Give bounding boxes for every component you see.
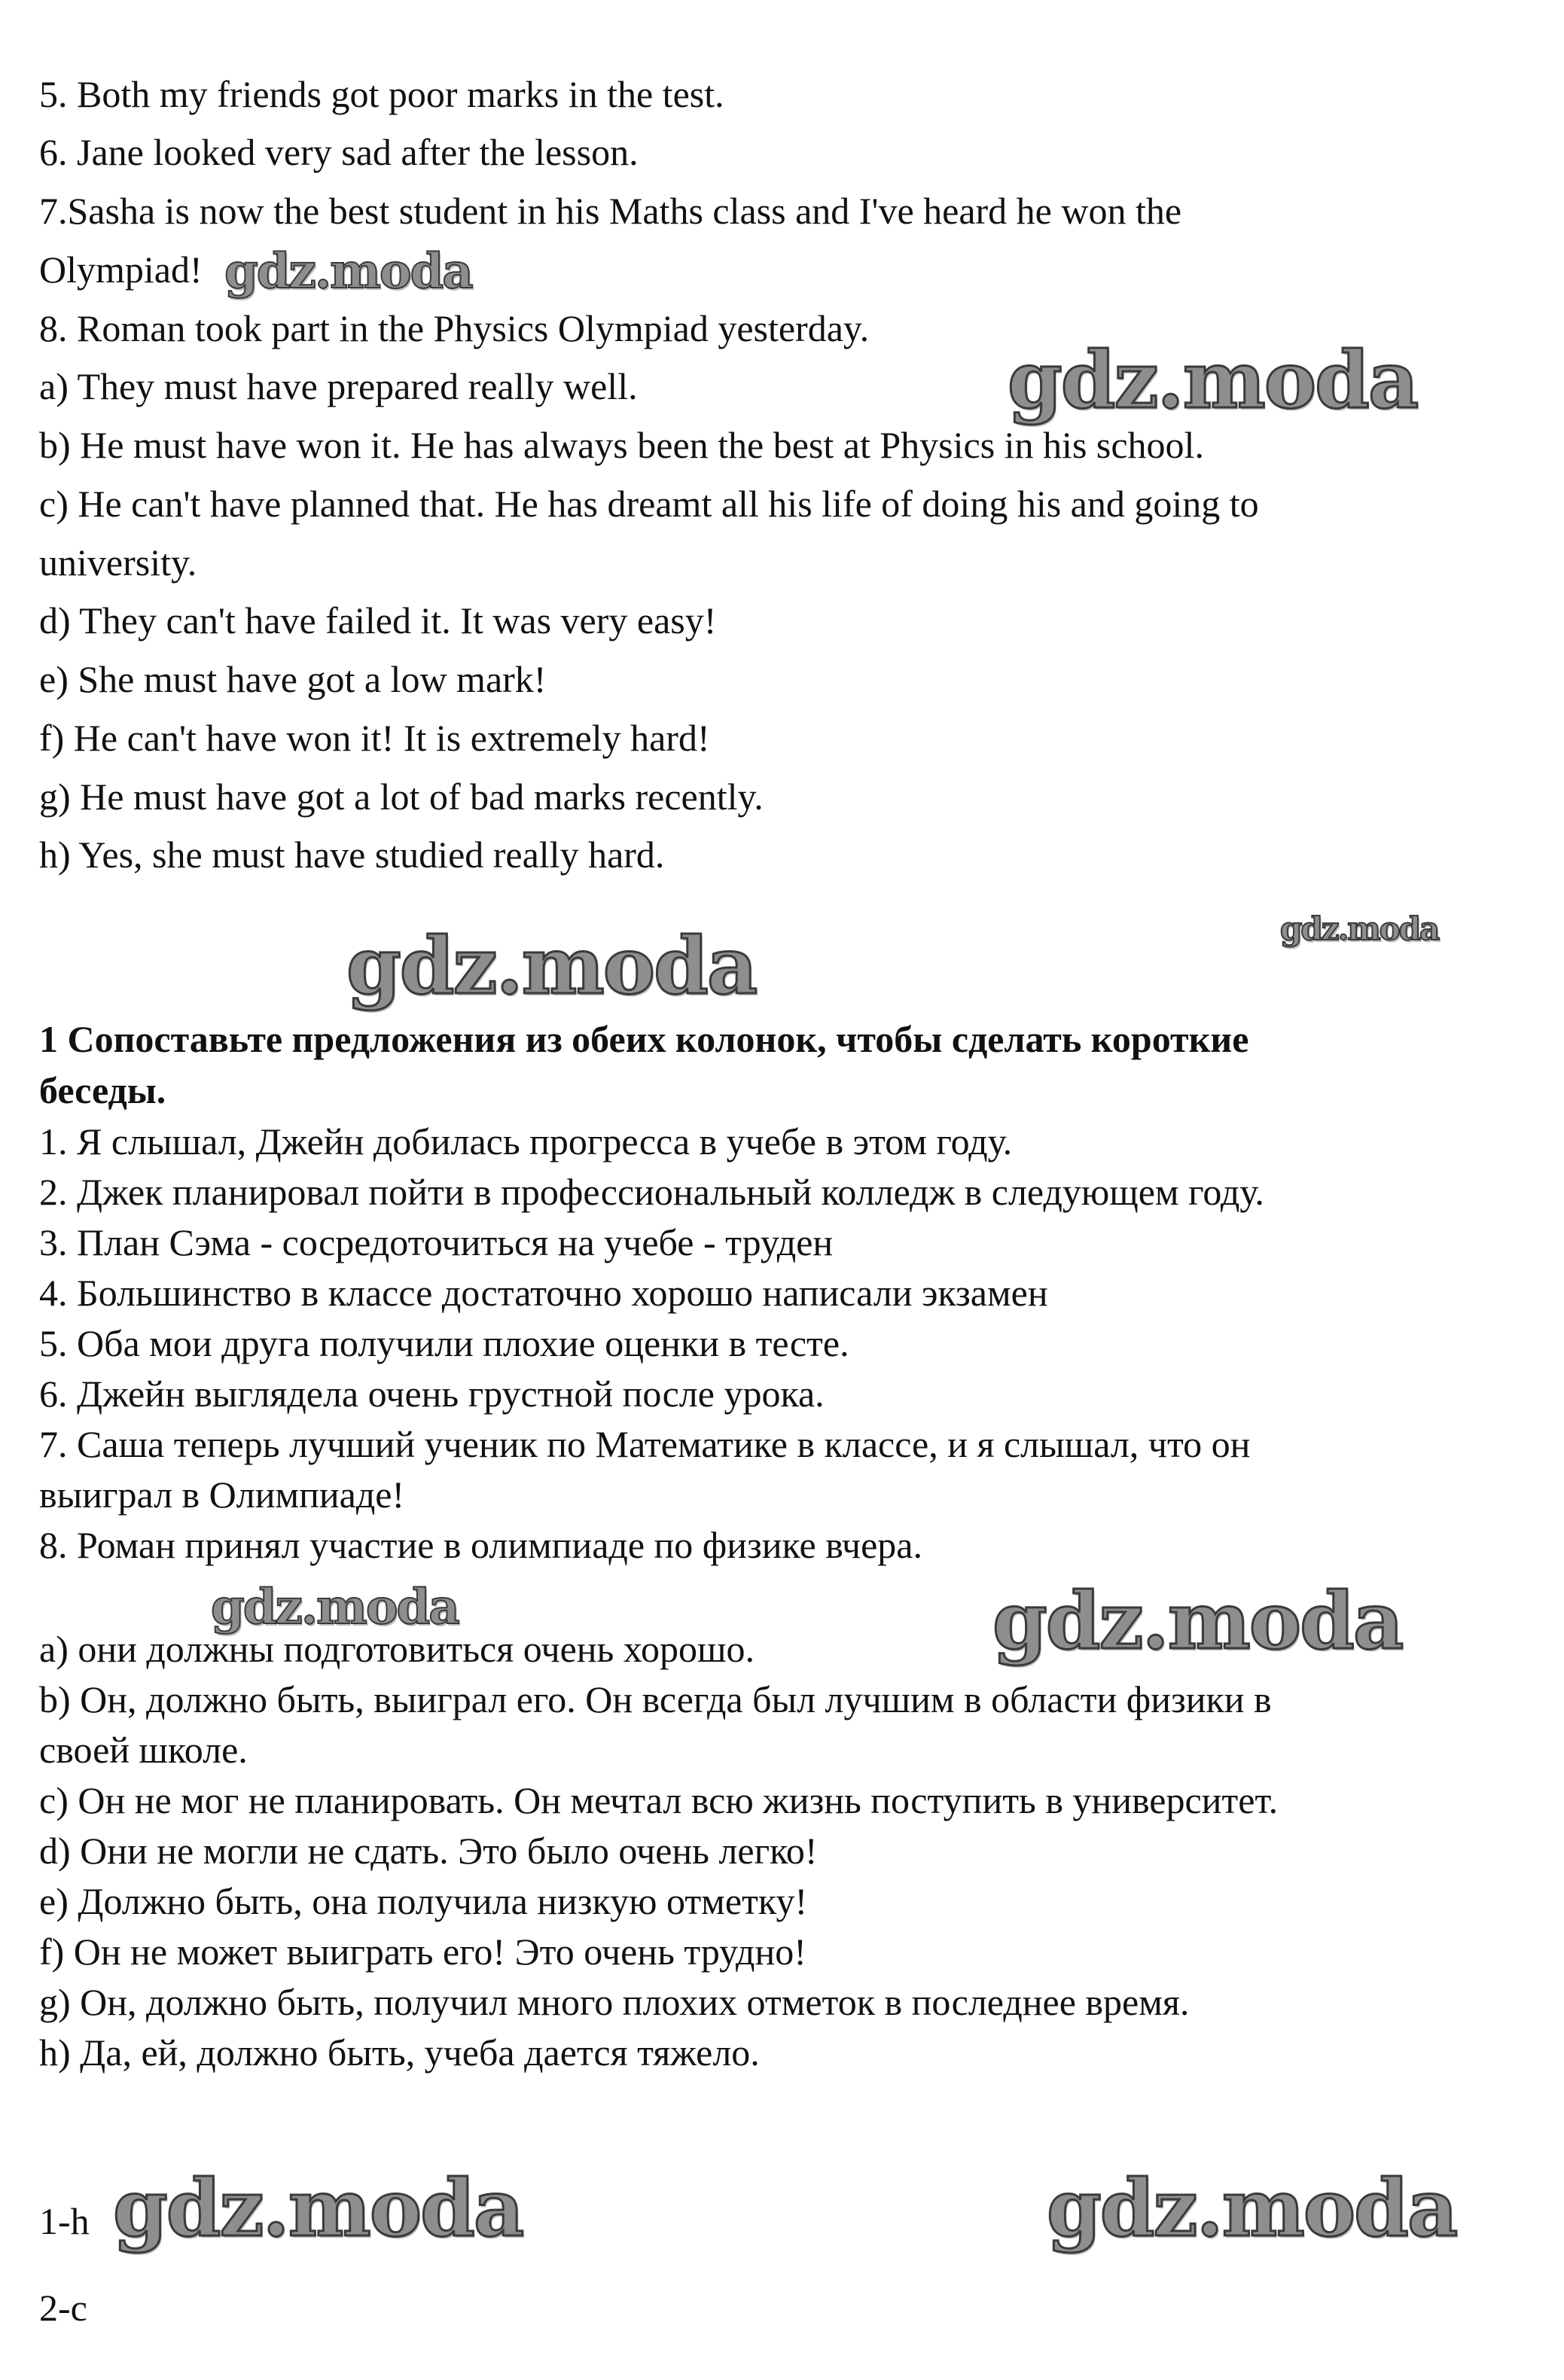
watermark-logo: gdz.moda <box>224 243 472 300</box>
english-line: h) Yes, she must have studied really hard. <box>39 833 665 876</box>
english-line: g) He must have got a lot of bad marks recently. <box>39 776 764 818</box>
english-line: b) He must have won it. He has always been the best at Physics in his school. <box>39 424 1204 466</box>
watermark-logo: gdz.moda <box>1280 910 1439 947</box>
answer-line: 1-h <box>39 2200 90 2242</box>
russian-line: h) Да, ей, должно быть, учеба дается тяжело. <box>39 2031 760 2074</box>
russian-line: b) Он, должно быть, выиграл его. Он всегда был лучшим в области физики в <box>39 1678 1272 1720</box>
russian-line: 7. Саша теперь лучший ученик по Математике в классе, и я слышал, что он <box>39 1423 1251 1465</box>
russian-line: выиграл в Олимпиаде! <box>39 1473 405 1516</box>
english-line: Olympiad! <box>39 248 203 291</box>
english-line: a) They must have prepared really well. <box>39 365 638 407</box>
russian-line: 8. Роман принял участие в олимпиаде по физике вчера. <box>39 1524 922 1566</box>
russian-line: f) Он не может выиграть его! Это очень трудно! <box>39 1931 806 1973</box>
english-line: 7.Sasha is now the best student in his Maths class and I've heard he won the <box>39 190 1182 232</box>
russian-line: e) Должно быть, она получила низкую отметку! <box>39 1880 808 1922</box>
russian-line: 2. Джек планировал пойти в профессиональный колледж в следующем году. <box>39 1171 1264 1213</box>
english-line: 8. Roman took part in the Physics Olympiad yesterday. <box>39 307 870 349</box>
english-line: university. <box>39 541 197 584</box>
russian-line: a) они должны подготовиться очень хорошо. <box>39 1628 755 1670</box>
english-line: e) She must have got a low mark! <box>39 658 547 700</box>
english-line: 5. Both my friends got poor marks in the test. <box>39 73 724 115</box>
russian-line: d) Они не могли не сдать. Это было очень легко! <box>39 1830 818 1872</box>
watermark-logo: gdz.moda <box>346 919 757 1012</box>
russian-line: 3. План Сэма - сосредоточиться на учебе - труден <box>39 1221 834 1263</box>
watermark-logo: gdz.moda <box>992 1574 1403 1667</box>
english-line: f) He can't have won it! It is extremely hard! <box>39 717 710 759</box>
russian-line: c) Он не мог не планировать. Он мечтал всю жизнь поступить в университет. <box>39 1779 1279 1821</box>
watermark-logo: gdz.moda <box>211 1579 459 1635</box>
russian-line: 1. Я слышал, Джейн добилась прогресса в учебе в этом году. <box>39 1120 1013 1163</box>
russian-line: 5. Оба мои друга получили плохие оценки в тесте. <box>39 1322 849 1364</box>
russian-line: своей школе. <box>39 1729 248 1771</box>
watermark-logo: gdz.moda <box>1008 334 1418 426</box>
russian-line: g) Он, должно быть, получил много плохих отметок в последнее время. <box>39 1981 1190 2023</box>
exercise-heading: 1 Сопоставьте предложения из обеих колонок, чтобы сделать короткие <box>39 1018 1249 1060</box>
exercise-heading: беседы. <box>39 1069 166 1111</box>
watermark-logo: gdz.moda <box>113 2162 523 2254</box>
russian-line: 4. Большинство в классе достаточно хорошо написали экзамен <box>39 1272 1048 1314</box>
english-line: d) They can't have failed it. It was very easy! <box>39 599 717 641</box>
english-line: c) He can't have planned that. He has dreamt all his life of doing his and going to <box>39 483 1259 525</box>
russian-line: 6. Джейн выглядела очень грустной после урока. <box>39 1373 825 1415</box>
watermark-logo: gdz.moda <box>1047 2162 1457 2254</box>
answer-line: 2-c <box>39 2287 87 2329</box>
english-line: 6. Jane looked very sad after the lesson. <box>39 131 639 173</box>
